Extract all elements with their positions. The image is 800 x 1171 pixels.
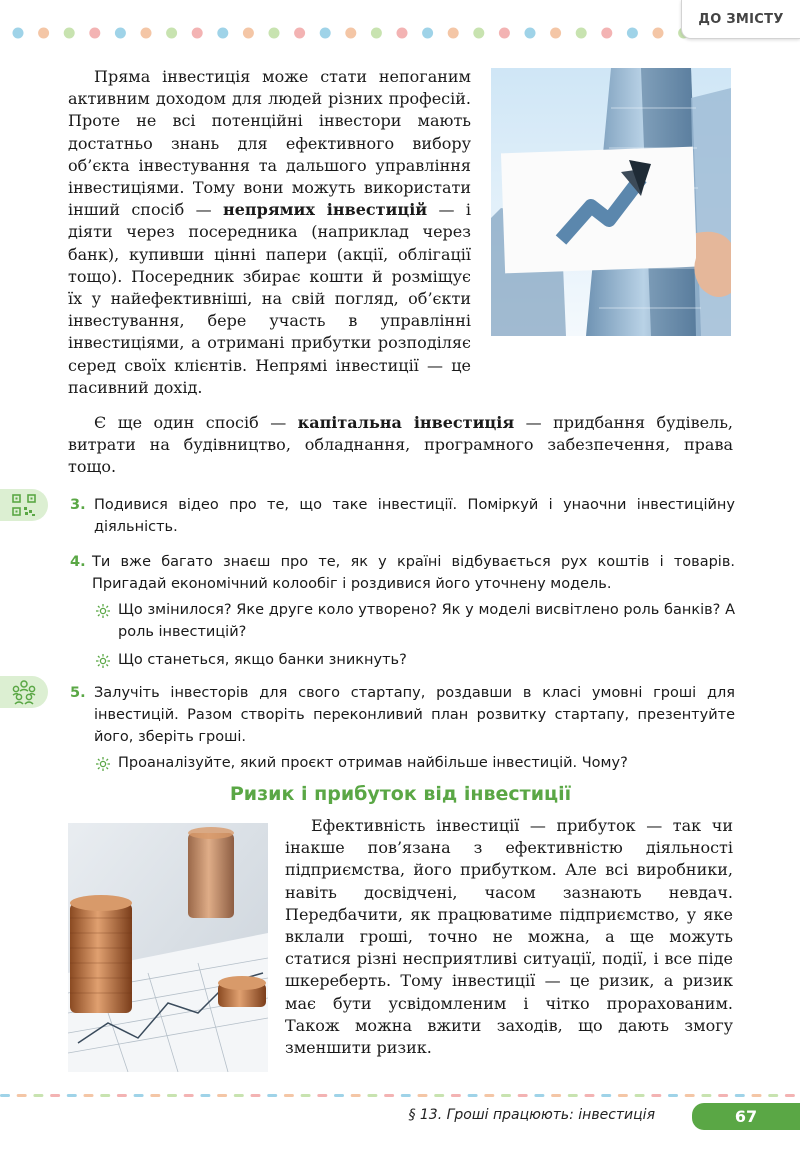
- text-run: — придбання будівель, витрати на будівництво, обладнання, програмного забезпечення, права тощо.: [68, 413, 734, 477]
- decor-dash: [50, 1094, 60, 1097]
- decor-dash: [752, 1094, 762, 1097]
- task-subquestion: [70, 752, 735, 774]
- decor-dot: [422, 28, 433, 39]
- decor-dash: [117, 1094, 127, 1097]
- decor-dash: [735, 1094, 745, 1097]
- coins-chart-image: [68, 823, 268, 1072]
- task-5: [70, 682, 735, 774]
- text-run: Пряма інвестиція може стати непоганим активним доходом для людей різних професій. Проте не всі потенційні інвестори мають достатньо знань для ефективного вибору об’єкта інвестування та дальшого управління інвестиціями. Тому вони можуть використати інший спосіб —: [68, 67, 471, 220]
- task-text: Ти вже багато знаєш про те, як у країні відбувається рух коштів і товарів. Пригадай економічний колообіг і роздивися його уточнену модель.: [92, 554, 735, 592]
- decor-dash: [685, 1094, 695, 1097]
- decor-dot: [550, 28, 561, 39]
- coins-stack-illustration: [68, 823, 268, 1072]
- task-text: Подивися відео про те, що таке інвестиції. Поміркуй і унаочни інвестиційну діяльність.: [94, 497, 735, 535]
- decor-dash: [384, 1094, 394, 1097]
- decor-dot: [576, 28, 587, 39]
- bold-term: капітальна інвестиція: [297, 413, 515, 432]
- decor-dash: [785, 1094, 795, 1097]
- task-text: Залучіть інвесторів для свого стартапу, роздавши в класі умовні гроші для інвестицій. Разом створіть переконливий план розвитку стартапу, презентуйте його, зберіть гроші.: [94, 685, 735, 745]
- decor-dash: [551, 1094, 561, 1097]
- sun-bullet-icon: [96, 604, 110, 618]
- decor-dot: [38, 28, 49, 39]
- decor-dot: [448, 28, 459, 39]
- decor-dot: [525, 28, 536, 39]
- decor-dot: [166, 28, 177, 39]
- decor-dash: [618, 1094, 628, 1097]
- task-3: [70, 494, 735, 538]
- decor-dash: [267, 1094, 277, 1097]
- video-task-marker: [0, 489, 48, 521]
- top-dots-decoration: [12, 27, 702, 39]
- bold-term: непрямих інвестицій: [223, 200, 428, 220]
- decor-dash: [651, 1094, 661, 1097]
- task-subquestion: [70, 649, 735, 671]
- decor-dot: [601, 28, 612, 39]
- decor-dash: [468, 1094, 478, 1097]
- decor-dash: [17, 1094, 27, 1097]
- decor-dash: [33, 1094, 43, 1097]
- decor-dash: [768, 1094, 778, 1097]
- decor-dot: [499, 28, 510, 39]
- decor-dot: [269, 28, 280, 39]
- decor-dash: [234, 1094, 244, 1097]
- section-heading: Ризик і прибуток від інвестиції: [229, 783, 572, 805]
- subquestion-text: Що змінилося? Яке друге коло утворено? Як у моделі висвітлено роль банків? А роль інвестицій?: [118, 602, 735, 640]
- decor-dot: [371, 28, 382, 39]
- decor-dash: [668, 1094, 678, 1097]
- decor-dot: [217, 28, 228, 39]
- decor-dash: [484, 1094, 494, 1097]
- float-spacer: [471, 66, 733, 366]
- group-people-icon: [10, 679, 38, 705]
- decor-dash: [534, 1094, 544, 1097]
- decor-dash: [217, 1094, 227, 1097]
- decor-dot: [320, 28, 331, 39]
- decor-dot: [115, 28, 126, 39]
- decor-dash: [184, 1094, 194, 1097]
- subquestion-text: Проаналізуйте, який проєкт отримав найбільше інвестицій. Чому?: [118, 755, 628, 771]
- decor-dash: [601, 1094, 611, 1097]
- text-run: — і діяти через посередника (наприклад через банк), купивши цінні папери (акції, облігації тощо). Посередник збирає кошти й розміщує їх у найефективніші, на свій погляд, об’єкти інвестування, бере участь в управлінні інвестиціями, а отримані прибутки розподіляє серед своїх клієнтів. Непрямі інвестиції — це пасивний дохід.: [68, 200, 472, 397]
- paragraph-risk-profit: Ефективність інвестиції — прибуток — так чи інакше пов’язана з ефективністю діяльності підприємства, його прибутком. Але всі виробники, навіть досвідчені, часом зазнають невдач. Передбачити, як працюватиме підприємство, у яке вклали гроші, точно не можна, а ще можуть статися різні несприятливі ситуації, події, і все піде шкереберть. Тому інвестиції — це ризик, а ризик має бути усвідомленим і чітко прорахованим. Також можна вжити заходів, що дають змогу зменшити ризик.: [285, 816, 733, 1058]
- decor-dash: [134, 1094, 144, 1097]
- page-number: 67: [692, 1103, 800, 1130]
- decor-dash: [451, 1094, 461, 1097]
- decor-dash: [585, 1094, 595, 1097]
- decor-dash: [67, 1094, 77, 1097]
- decor-dash: [200, 1094, 210, 1097]
- decor-dot: [627, 28, 638, 39]
- decor-dash: [84, 1094, 94, 1097]
- decor-dash: [367, 1094, 377, 1097]
- sun-bullet-icon: [96, 757, 110, 771]
- task-subquestion: [70, 599, 735, 643]
- decor-dash: [251, 1094, 261, 1097]
- decor-dash: [284, 1094, 294, 1097]
- paragraph-indirect-investment: [68, 66, 733, 399]
- table-of-contents-button[interactable]: ДО ЗМІСТУ: [681, 0, 800, 39]
- decor-dot: [473, 28, 484, 39]
- decor-dash: [701, 1094, 711, 1097]
- paragraph-capital-investment: [68, 412, 733, 479]
- decor-dash: [401, 1094, 411, 1097]
- decor-dash: [167, 1094, 177, 1097]
- group-task-marker: [0, 676, 48, 708]
- decor-dot: [653, 28, 664, 39]
- decor-dash: [351, 1094, 361, 1097]
- decor-dot: [13, 28, 24, 39]
- decor-dash: [568, 1094, 578, 1097]
- decor-dash: [301, 1094, 311, 1097]
- task-number: 5.: [70, 685, 86, 701]
- qr-code-icon: [11, 493, 37, 517]
- decor-dash: [334, 1094, 344, 1097]
- sun-bullet-icon: [96, 654, 110, 668]
- decor-dash: [718, 1094, 728, 1097]
- decor-dash: [434, 1094, 444, 1097]
- decor-dash: [150, 1094, 160, 1097]
- task-number: 3.: [70, 497, 86, 513]
- decor-dash: [0, 1094, 10, 1097]
- decor-dash: [100, 1094, 110, 1097]
- decor-dot: [243, 28, 254, 39]
- bottom-dashed-divider: [0, 1094, 800, 1098]
- decor-dash: [317, 1094, 327, 1097]
- task-4: [70, 551, 735, 671]
- decor-dot: [345, 28, 356, 39]
- decor-dash: [518, 1094, 528, 1097]
- decor-dot: [294, 28, 305, 39]
- subquestion-text: Що станеться, якщо банки зникнуть?: [118, 652, 407, 668]
- task-number: 4.: [70, 554, 86, 570]
- decor-dot: [64, 28, 75, 39]
- chapter-title: § 13. Гроші працюють: інвестиція: [408, 1107, 655, 1123]
- decor-dash: [418, 1094, 428, 1097]
- decor-dash: [501, 1094, 511, 1097]
- decor-dot: [89, 28, 100, 39]
- decor-dot: [397, 28, 408, 39]
- decor-dot: [141, 28, 152, 39]
- decor-dot: [192, 28, 203, 39]
- text-run: Є ще один спосіб —: [94, 413, 298, 432]
- decor-dash: [635, 1094, 645, 1097]
